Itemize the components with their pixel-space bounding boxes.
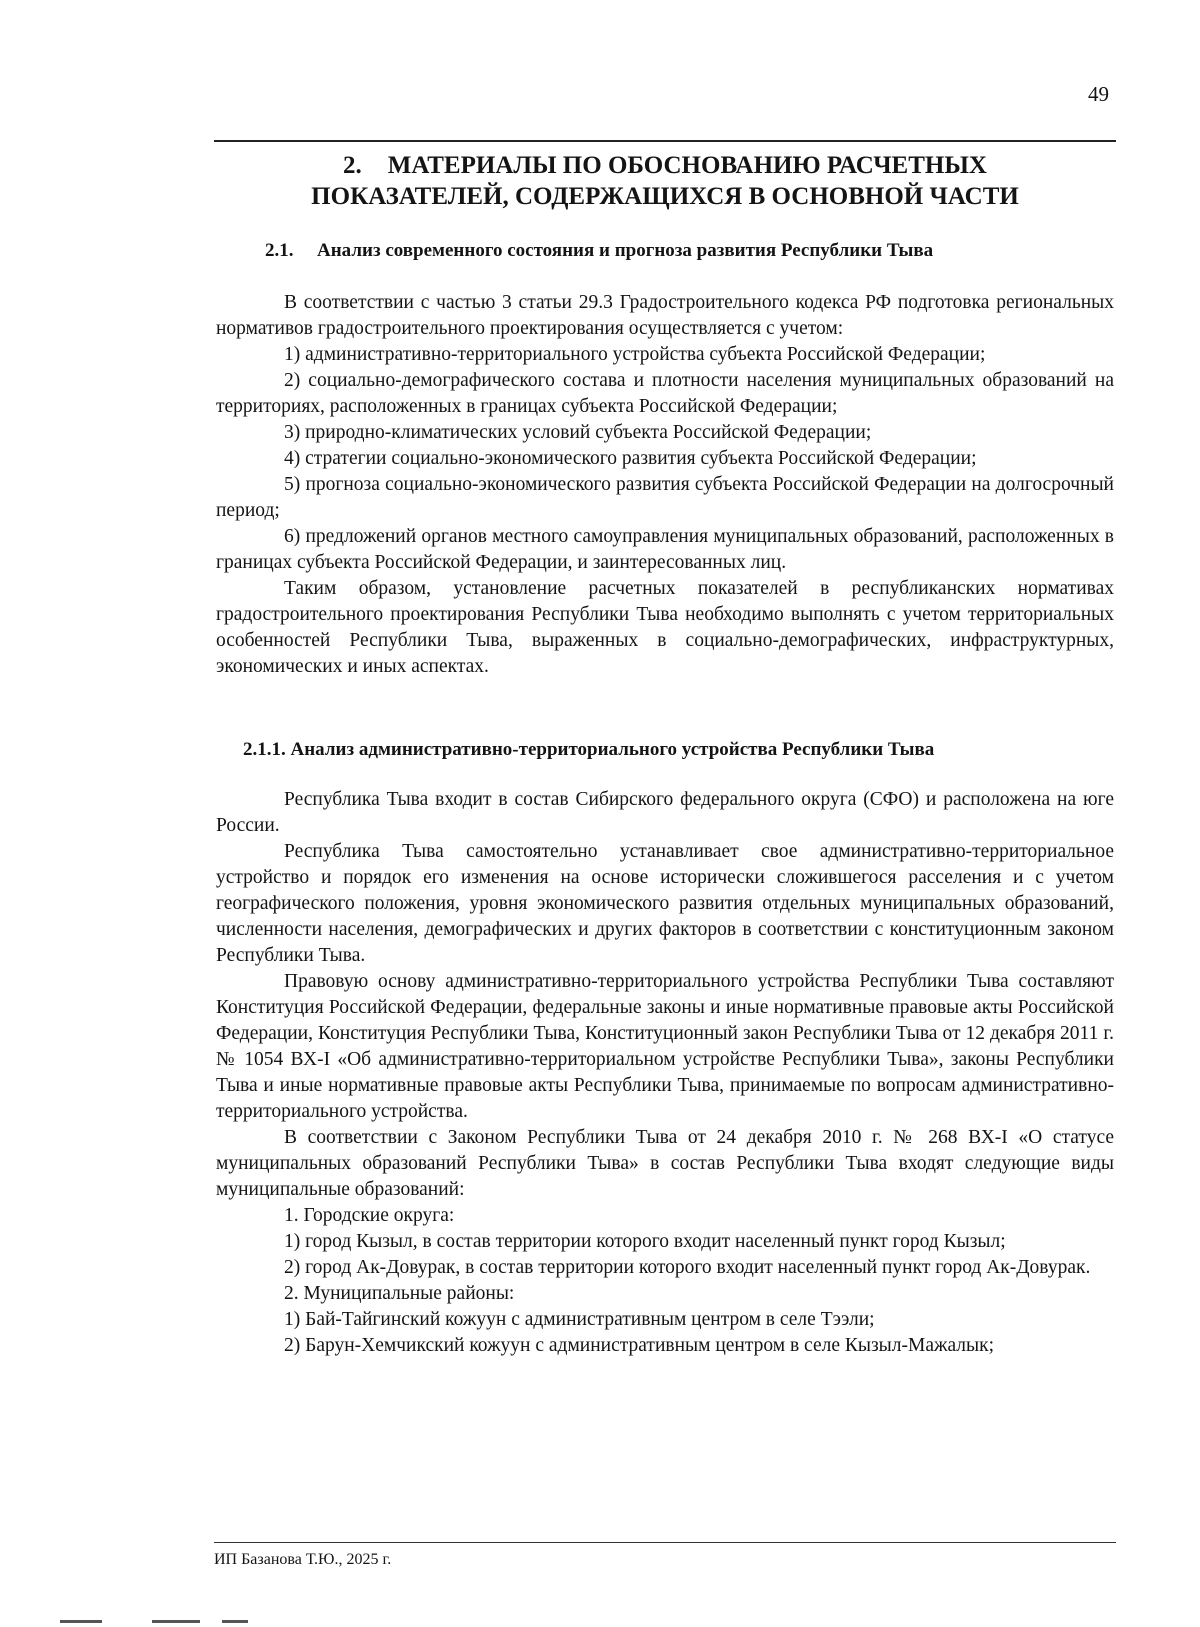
subsubsection-body	[216, 787, 1114, 1359]
section-heading	[214, 150, 1116, 212]
list-item: 2) город Ак-Довурак, в состав территории которого входит населенный пункт город Ак-Довурак.	[284, 1257, 1091, 1278]
paragraph: В соответствии с Законом Республики Тыва от 24 декабря 2010 г. № 268 ВХ-I «О статусе муниципальных образований Республики Тыва» в состав Республики Тыва входят следующие виды муниципальные образований:	[216, 1127, 1114, 1200]
section-heading-line-1	[214, 150, 1116, 181]
page-number: 49	[1088, 82, 1109, 106]
list-item: 3) природно-климатических условий субъекта Российской Федерации;	[284, 422, 872, 443]
paragraph: Таким образом, установление расчетных показателей в республиканских нормативах градостроительного проектирования Республики Тыва необходимо выполнять с учетом территориальных особенностей Республики Тыва, выраженных в социально-демографических, инфраструктурных, экономических и иных аспектах.	[216, 578, 1114, 677]
footer-text: ИП Базанова Т.Ю., 2025 г.	[214, 1551, 392, 1568]
list-heading: 1. Городские округа:	[284, 1205, 455, 1226]
footer-rule	[214, 1542, 1116, 1543]
list-item: 2) Барун-Хемчикский кожуун с административным центром в селе Кызыл-Мажалык;	[284, 1335, 995, 1356]
list-item: 5) прогноза социально-экономического развития субъекта Российской Федерации на долгосрочный период;	[216, 474, 1114, 521]
paragraph: В соответствии с частью 3 статьи 29.3 Градостроительного кодекса РФ подготовка региональных нормативов градостроительного проектирования осуществляется с учетом:	[216, 292, 1114, 339]
list-item: 2) социально-демографического состава и плотности населения муниципальных образований на территориях, расположенных в границах субъекта Российской Федерации;	[216, 370, 1114, 417]
list-item: 1) город Кызыл, в состав территории которого входит населенный пункт город Кызыл;	[284, 1231, 1006, 1252]
paragraph: Республика Тыва самостоятельно устанавливает свое административно-территориальное устройство и порядок его изменения на основе исторически сложившегося расселения и с учетом географического положения, уровня экономического развития отдельных муниципальных образований, численности населения, демографических и других факторов в соответствии с конституционным законом Республики Тыва.	[216, 841, 1114, 966]
subsection-number: 2.1.	[265, 240, 294, 261]
subsubsection-heading: 2.1.1. Анализ административно-территориального устройства Республики Тыва	[243, 739, 935, 760]
list-item: 6) предложений органов местного самоуправления муниципальных образований, расположенных в границах субъекта Российской Федерации, и заинтересованных лиц.	[216, 526, 1114, 573]
scan-artifact	[60, 1620, 102, 1623]
subsection-heading	[265, 239, 1116, 263]
scan-artifact	[152, 1620, 200, 1623]
subsection-body	[216, 290, 1114, 680]
section-number: 2.	[343, 152, 362, 179]
section-title-line-1: МАТЕРИАЛЫ ПО ОБОСНОВАНИЮ РАСЧЕТНЫХ	[387, 152, 987, 179]
section-title-line-2: ПОКАЗАТЕЛЕЙ, СОДЕРЖАЩИХСЯ В ОСНОВНОЙ ЧАСТИ	[311, 183, 1019, 210]
list-heading: 2. Муниципальные районы:	[284, 1283, 515, 1304]
list-item: 1) административно-территориального устройства субъекта Российской Федерации;	[284, 344, 986, 365]
list-item: 1) Бай-Тайгинский кожуун с административным центром в селе Тээли;	[284, 1309, 875, 1330]
header-rule	[214, 140, 1116, 142]
subsection-title: Анализ современного состояния и прогноза развития Республики Тыва	[317, 240, 934, 261]
scan-artifact	[222, 1620, 248, 1623]
list-item: 4) стратегии социально-экономического развития субъекта Российской Федерации;	[284, 448, 977, 469]
paragraph: Правовую основу административно-территориального устройства Республики Тыва составляют Конституция Российской Федерации, федеральные законы и иные нормативные правовые акты Российской Федерации, Конституция Республики Тыва, Конституционный закон Республики Тыва от 12 декабря 2011 г. № 1054 ВХ-I «Об административно-территориальном устройстве Республики Тыва», законы Республики Тыва и иные нормативные правовые акты Республики Тыва, принимаемые по вопросам административно-территориального устройства.	[216, 971, 1114, 1122]
paragraph: Республика Тыва входит в состав Сибирского федерального округа (СФО) и расположена на юге России.	[216, 789, 1114, 836]
